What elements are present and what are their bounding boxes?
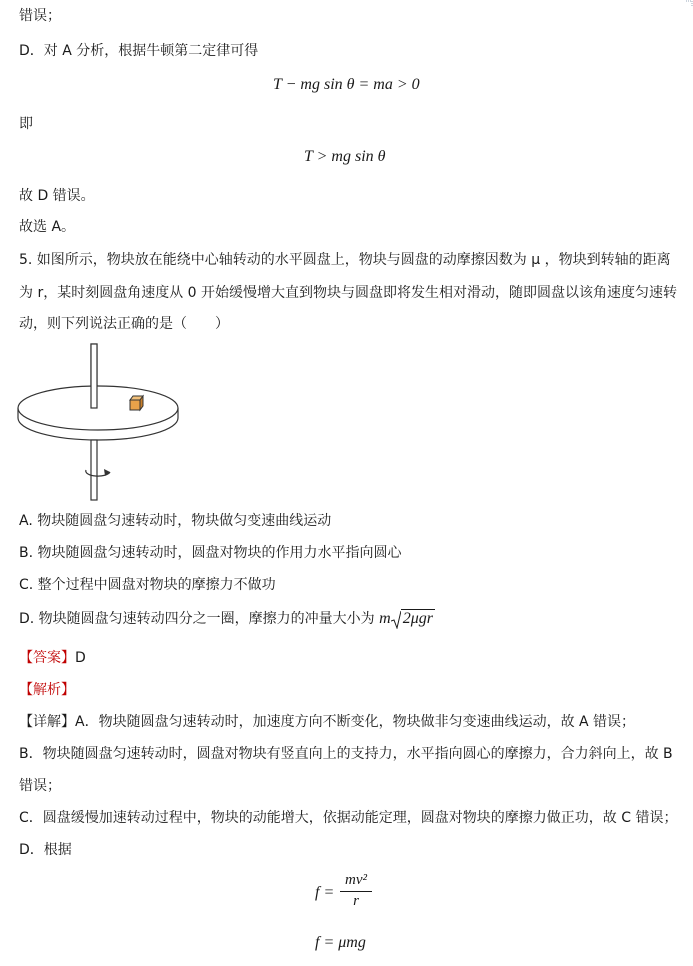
text-line: 即 [19,116,33,132]
detail-line: D．根据 [19,842,72,858]
fraction [336,872,376,914]
corner-mark [685,0,693,8]
text-line: 故 D 错误。 [19,188,95,204]
detail-line: 错误； [19,778,61,794]
equation-lhs: f = [315,884,335,901]
answer-tag: 【答案】 [19,650,75,666]
question-text: 动，则下列说法正确的是（ ） [19,316,229,332]
equation: f = μmg [315,934,366,951]
answer-value: D [75,650,86,666]
analysis-tag: 【解析】 [19,682,75,698]
rotating-disc-figure [14,342,184,504]
fraction-bar [340,891,372,892]
option-d-m: m [379,610,391,627]
option-d-text: D. 物块随圆盘匀速转动四分之一圈，摩擦力的冲量大小为 [19,611,375,627]
detail-tag: 【详解】 [19,714,75,730]
sqrt-expression: 2μgr [391,609,435,629]
fraction-numerator: mv² [345,872,367,888]
answer-line [19,648,86,668]
detail-line: C．圆盘缓慢加速转动过程中，物块的动能增大，依据动能定理，圆盘对物块的摩擦力做正功，故 C 错误； [19,810,678,826]
equation: T > mg sin θ [304,148,386,165]
option-c: C. 整个过程中圆盘对物块的摩擦力不做功 [19,577,276,593]
fraction-denominator: r [353,893,359,909]
question-text: 5. 如图所示，物块放在能绕中心轴转动的水平圆盘上，物块与圆盘的动摩擦因数为 μ ，物块到转轴的距离 [19,252,671,268]
option-a: A. 物块随圆盘匀速转动时，物块做匀变速曲线运动 [19,513,332,529]
axis-bottom [91,440,97,500]
option-d [19,609,435,629]
option-b: B. 物块随圆盘匀速转动时，圆盘对物块的作用力水平指向圆心 [19,545,402,561]
sqrt-icon [391,611,401,629]
text-line: D．对 A 分析，根据牛顿第二定律可得 [19,43,259,59]
detail-line [19,712,635,732]
block [130,396,143,410]
equation: T − mg sin θ = ma > 0 [273,76,420,93]
detail-text: A．物块随圆盘匀速转动时，加速度方向不断变化，物块做非匀变速曲线运动，故 A 错误； [75,714,636,730]
detail-line: B．物块随圆盘匀速转动时，圆盘对物块有竖直向上的支持力，水平指向圆心的摩擦力，合力斜向上，故 B [19,746,673,762]
question-text: 为 r，某时刻圆盘角速度从 0 开始缓慢增大直到物块与圆盘即将发生相对滑动，随即圆盘以该角速度匀速转 [19,285,678,301]
disc-top [18,386,178,430]
text-line: 故选 A。 [19,219,76,235]
text-line: 错误； [19,8,61,24]
